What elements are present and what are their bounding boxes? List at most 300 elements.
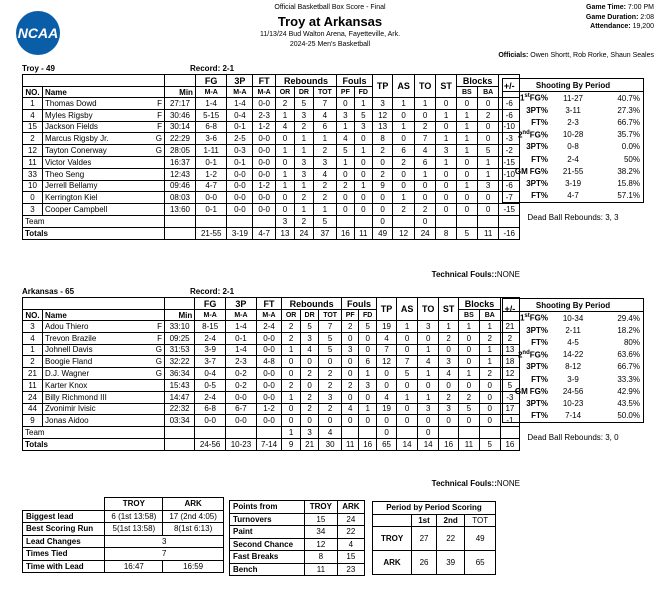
troy-shooting-by-period [502,78,644,203]
no-header: NO. [23,310,43,321]
shooting-label [503,373,551,385]
stat-tot: 2 [319,368,342,380]
min-header-spacer [165,75,196,87]
points-row [230,563,365,576]
st-header: ST [436,75,456,98]
stat-st: 0 [436,192,456,204]
stat-as: 0 [393,168,415,180]
technical-fouls-label: Technical Fouls:: [431,270,497,279]
blank-header [23,498,105,511]
record-label: Record: [190,287,221,296]
stat-label: 3PT% [526,178,548,188]
stat-to: 1 [418,368,439,380]
shooting-row [503,385,643,397]
player-position: F [153,121,165,133]
shooting-percentage: 40.7% [617,93,640,103]
shooting-made-attempted: 4-7 [567,191,579,201]
stat-p3: 0-1 [227,121,253,133]
stat-st: 1 [439,321,459,333]
player-number: 4 [23,109,43,121]
stat-st: 2 [439,391,459,403]
shooting-made-attempted: 24-56 [562,386,584,396]
stat-tot: 1 [313,204,336,216]
player-name: Victor Valdes [43,156,153,168]
totals-fd: 11 [354,227,372,239]
tot-subheader: TOT [313,87,336,98]
stat-tot: 2 [319,379,342,391]
player-position [153,403,165,415]
player-number: 11 [23,156,43,168]
shooting-row [503,92,643,104]
stat-fd: 0 [354,192,372,204]
player-position [153,415,165,427]
player-position: F [153,332,165,344]
team-to: 0 [418,427,439,439]
fouls-header: Fouls [337,75,373,87]
stat-label: 3PT% [526,325,548,335]
stat-or: 1 [275,109,294,121]
stat-bs: 0 [459,415,480,427]
stat-fd: 1 [354,98,372,110]
troy-dead-ball-rebounds: Dead Ball Rebounds: 3, 3 [527,213,619,222]
shooting-by-period-title: Shooting By Period [503,299,643,312]
stat-tp: 13 [372,121,392,133]
player-number: 1 [23,344,43,356]
arkansas-shooting-table [503,312,643,422]
period-scoring-title: Period by Period Scoring [373,502,496,515]
blank-header [373,514,412,527]
stat-min: 09:25 [165,332,195,344]
stat-bs: 5 [459,403,480,415]
totals-tp: 65 [377,438,397,450]
ark-col-header: ARK [337,501,364,514]
stat-ft: 1-2 [253,121,276,133]
totals-as: 14 [397,438,418,450]
totals-as: 12 [393,227,415,239]
player-row [23,133,520,145]
shooting-label [503,153,551,165]
shooting-made-attempted: 8-12 [565,362,582,372]
stat-p3: 0-0 [227,180,253,192]
shooting-row [503,324,643,336]
points-row [230,538,365,551]
stat-p3: 0-4 [227,109,253,121]
min-header: Min [165,310,195,321]
shooting-row [503,104,643,116]
team-min-empty [165,427,195,439]
stat-ba: 3 [477,180,499,192]
stat-tp: 8 [372,133,392,145]
stat-ba: 0 [479,415,500,427]
stat-as: 0 [397,332,418,344]
officials-label: Officials: [498,52,529,59]
stat-ft: 0-0 [253,145,276,157]
team-tp: 0 [372,215,392,227]
stat-or: 2 [282,379,301,391]
stat-ft: 0-0 [256,344,281,356]
3p-header: 3P [227,75,253,87]
arkansas-record [190,287,234,296]
stat-pf: 0 [342,415,359,427]
totals-dr: 24 [295,227,314,239]
tot-header: TOT [465,514,496,527]
stat-fg: 0-4 [195,368,226,380]
stat-bs: 1 [459,321,480,333]
stat-p3: 0-0 [227,204,253,216]
stat-to: 0 [418,379,439,391]
stat-ba: 1 [477,156,499,168]
summary-both: 7 [105,548,224,561]
summary-ark: 8(1st 6:13) [163,523,224,536]
stat-tot: 7 [313,98,336,110]
stat-to: 0 [414,180,435,192]
summary-row [23,523,224,536]
stat-tot: 0 [319,356,342,368]
points-troy: 11 [305,563,338,576]
stat-to: 0 [418,415,439,427]
arkansas-team-label: Arkansas - 65 [22,287,75,296]
stat-st: 0 [436,98,456,110]
totals-bs: 5 [456,227,477,239]
stat-fd: 3 [354,121,372,133]
stat-pm: 21 [500,321,519,333]
stat-fd: 1 [359,403,377,415]
stat-ft: 0-0 [253,156,276,168]
stat-dr: 2 [295,192,314,204]
stat-tp: 2 [372,168,392,180]
stat-tot: 2 [319,403,342,415]
player-name: Jonas Aidoo [43,415,153,427]
team-min-empty [165,215,196,227]
stat-as: 0 [397,415,418,427]
team-or: 3 [275,215,294,227]
player-position: G [153,145,165,157]
totals-min-empty [165,227,196,239]
stat-or: 1 [275,180,294,192]
player-name: Boogie Fland [43,356,153,368]
totals-row [23,227,520,239]
stat-ft: 1-2 [256,403,281,415]
shooting-made-attempted: 3-19 [565,178,582,188]
stat-ba: 2 [479,332,500,344]
summary-row [23,535,224,548]
player-row [23,121,520,133]
shooting-row [503,397,643,409]
stat-label: FT% [531,117,548,127]
stat-label: 3PT% [526,398,548,408]
period-suffix: nd [522,349,530,356]
stat-label: FT% [531,154,548,164]
team-tot: 4 [319,427,342,439]
team-label: Team [23,215,165,227]
troy-col-header: TROY [305,501,338,514]
period-tot: 49 [465,527,496,551]
shooting-by-period-title: Shooting By Period [503,79,643,92]
ma-subheader: M-A [256,310,281,321]
record-label: Record: [190,64,221,73]
stat-pf: 0 [337,204,355,216]
totals-ft: 7-14 [256,438,281,450]
stat-tot: 5 [319,332,342,344]
st-header: ST [439,298,459,321]
team-or: 1 [282,427,301,439]
stat-min: 22:32 [165,403,195,415]
ba-subheader: BA [479,310,500,321]
stat-fg: 3-7 [195,356,226,368]
stat-tp: 0 [377,368,397,380]
stat-tp: 19 [377,321,397,333]
stat-min: 09:46 [165,180,196,192]
team-as-empty [397,427,418,439]
period-team: ARK [373,551,412,575]
stat-min: 33:10 [165,321,195,333]
stat-ba: 0 [477,98,499,110]
points-troy: 8 [305,551,338,564]
player-position [153,391,165,403]
stat-or: 2 [282,332,301,344]
stat-pm: -10 [499,121,520,133]
stat-dr: 1 [295,133,314,145]
stat-p3: 0-3 [227,145,253,157]
totals-st: 16 [439,438,459,450]
stat-ba: 0 [479,403,500,415]
totals-label: Totals [23,438,165,450]
stat-tot: 3 [313,156,336,168]
stat-bs: 0 [459,379,480,391]
stat-to: 2 [414,121,435,133]
totals-tp: 49 [372,227,392,239]
p1-header: 1st [412,514,437,527]
stat-pm: -3 [500,391,519,403]
shooting-label [503,361,551,373]
stat-tp: 19 [377,403,397,415]
stat-tp: 9 [372,180,392,192]
player-number: 44 [23,403,43,415]
troy-record-value: 2-1 [222,64,235,73]
points-ark: 23 [337,563,364,576]
shooting-percentage: 29.4% [617,313,640,323]
points-label: Second Chance [230,538,305,551]
stat-or: 0 [282,356,301,368]
stat-label: 3PT% [526,142,548,152]
shooting-made-attempted: 7-14 [565,411,582,421]
team-label: Team [23,427,165,439]
shooting-row [503,410,643,422]
stat-fg: 1-4 [195,98,226,110]
header-row [23,298,520,310]
stat-pm: 13 [500,344,519,356]
stat-pm: -6 [499,98,520,110]
stat-to: 0 [414,109,435,121]
summary-ark: 16:59 [163,560,224,573]
stat-pm: 17 [500,403,519,415]
ma-subheader: M-A [226,310,257,321]
shooting-label [503,385,551,397]
stat-pf: 3 [337,109,355,121]
shooting-label [503,141,551,153]
ncaa-logo [8,10,68,56]
stat-dr: 2 [295,121,314,133]
stat-or: 4 [275,121,294,133]
stat-ft: 4-8 [256,356,281,368]
pf-subheader: PF [337,87,355,98]
stat-pm: 18 [500,356,519,368]
stat-min: 08:03 [165,192,196,204]
bs-subheader: BS [456,87,477,98]
ma-subheader: M-A [253,87,276,98]
name-header: Name [43,87,165,98]
team-fg-empty [195,215,226,227]
shooting-label [503,190,551,202]
player-row [23,321,520,333]
stat-to: 1 [414,168,435,180]
stat-pf: 5 [337,145,355,157]
stat-pf: 0 [342,356,359,368]
stat-bs: 2 [459,391,480,403]
stat-or: 2 [282,321,301,333]
dr-subheader: DR [300,310,318,321]
stat-ft: 0-0 [253,192,276,204]
player-row [23,332,520,344]
period-number: 2 [517,130,523,140]
p2-header: 2nd [436,514,464,527]
stat-tp: 0 [377,379,397,391]
season-line: 2024-25 Men's Basketball [289,41,371,48]
fd-subheader: FD [354,87,372,98]
period-suffix: st [524,93,530,100]
shooting-label [503,336,551,348]
stat-or: 1 [282,344,301,356]
player-number: 4 [23,332,43,344]
shooting-row [503,349,643,361]
stat-p3: 0-1 [227,156,253,168]
stat-fg: 2-4 [195,391,226,403]
stat-bs: 0 [456,156,477,168]
totals-fg: 21-55 [195,227,226,239]
stat-as: 5 [397,368,418,380]
totals-or: 9 [282,438,301,450]
stat-st: 0 [436,168,456,180]
as-header: AS [397,298,418,321]
shooting-percentage: 35.7% [617,130,640,140]
totals-label: Totals [23,227,165,239]
fd-subheader: FD [359,310,377,321]
stat-min: 28:05 [165,145,196,157]
period-number: 1 [519,313,525,323]
stat-to: 4 [414,145,435,157]
stat-st: 3 [439,403,459,415]
shooting-percentage: 43.5% [617,398,640,408]
summary-label: Biggest lead [23,510,105,523]
stat-dr: 1 [295,180,314,192]
points-row [230,551,365,564]
shooting-made-attempted: 21-55 [562,166,584,176]
shooting-row [503,165,643,177]
shooting-percentage: 38.2% [617,166,640,176]
stat-as: 2 [393,204,415,216]
stat-ft: 1-2 [253,180,276,192]
arkansas-dead-ball-rebounds: Dead Ball Rebounds: 3, 0 [527,433,619,442]
period-number: 1 [519,93,525,103]
shooting-made-attempted: 3-11 [565,105,581,115]
or-subheader: OR [275,87,294,98]
team-bs-empty [459,427,480,439]
stat-as: 0 [393,109,415,121]
player-number: 33 [23,168,43,180]
troy-technical-fouls [432,270,520,279]
stat-tot: 4 [313,168,336,180]
box-score-subtitle: Official Basketball Box Score - Final [274,4,386,11]
stat-fd: 0 [354,168,372,180]
team-as-empty [393,215,415,227]
stat-or: 1 [275,145,294,157]
period-row [373,551,496,575]
stat-pm: -2 [499,145,520,157]
officials-names: Owen Shortt, Rob Rorke, Shaun Seales [530,52,654,59]
stat-tp: 3 [372,98,392,110]
stat-dr: 0 [300,415,318,427]
shooting-row [503,361,643,373]
stat-st: 0 [436,204,456,216]
stat-ft: 2-4 [256,321,281,333]
player-position: G [153,356,165,368]
stat-ft: 0-0 [256,368,281,380]
arkansas-technical-fouls [432,479,520,488]
summary-troy: 16:47 [105,560,163,573]
stat-to: 0 [418,332,439,344]
stat-ft: 0-0 [253,133,276,145]
totals-ba: 5 [479,438,500,450]
stat-bs: 0 [459,356,480,368]
period-team: TROY [373,527,412,551]
stat-p3: 0-1 [226,332,257,344]
stat-to: 2 [414,204,435,216]
stat-ba: 2 [477,109,499,121]
player-row [23,368,520,380]
summary-row [23,560,224,573]
shooting-row [503,141,643,153]
player-number: 24 [23,391,43,403]
shooting-percentage: 80% [623,337,640,347]
stat-label: FT% [531,374,548,384]
stat-pf: 0 [342,368,359,380]
stat-label: FG% [529,350,548,360]
stat-or: 0 [282,403,301,415]
stat-fg: 1-11 [195,145,226,157]
player-name: Marcus Rigsby Jr. [43,133,153,145]
shooting-made-attempted: 2-11 [565,325,581,335]
min-header: Min [165,87,196,98]
stat-tot: 5 [319,344,342,356]
team-ba-empty [479,427,500,439]
stat-tot: 2 [313,145,336,157]
bs-subheader: BS [459,310,480,321]
player-row [23,204,520,216]
team-ft-empty [256,427,281,439]
player-number: 12 [23,145,43,157]
player-name: Karter Knox [43,379,153,391]
stat-pf: 1 [337,156,355,168]
stat-as: 1 [393,98,415,110]
stat-pf: 4 [342,403,359,415]
stat-ft: 0-0 [256,391,281,403]
shooting-made-attempted: 4-5 [567,337,579,347]
game-title: Troy at Arkansas [277,14,383,29]
stat-st: 0 [439,415,459,427]
summary-label: Lead Changes [23,535,105,548]
game-summary-table [22,497,224,573]
summary-label: Time with Lead [23,560,105,573]
